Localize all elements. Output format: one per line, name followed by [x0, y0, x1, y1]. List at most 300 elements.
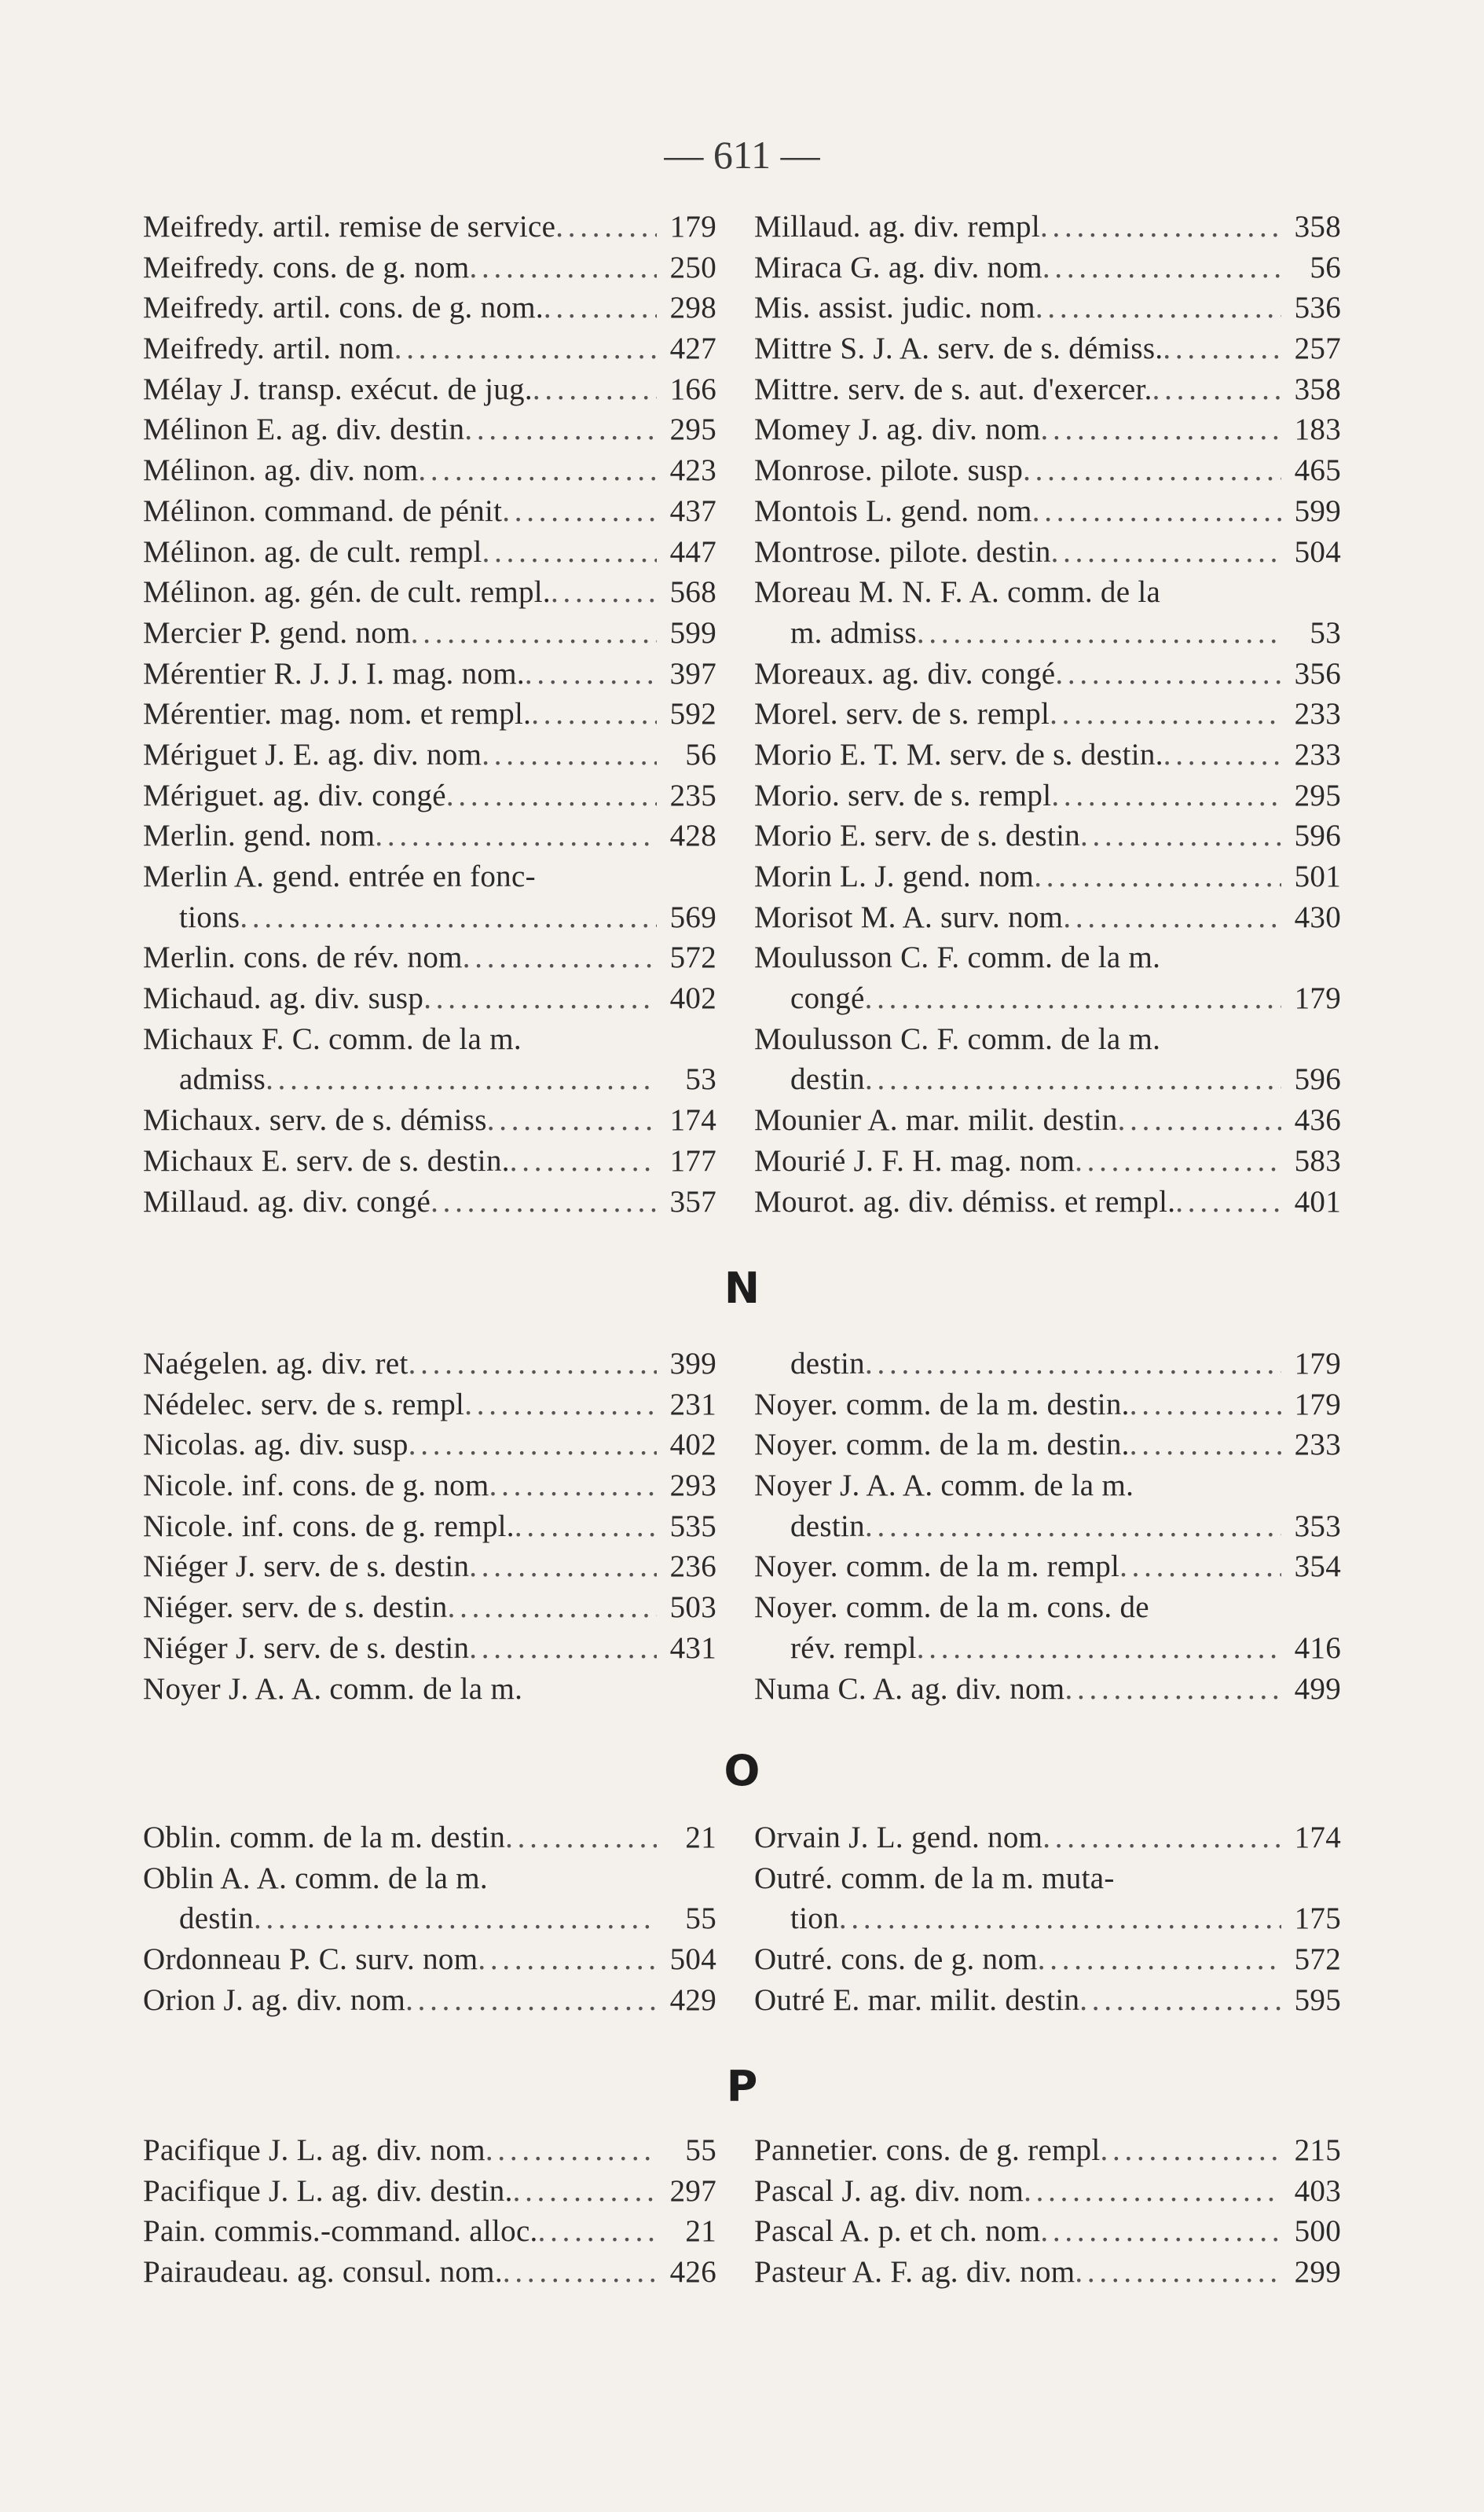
entry-page-number: 430 [1294, 900, 1341, 934]
leader-dots [531, 694, 657, 735]
entry-text: Mériguet J. E. ag. div. nom [143, 737, 482, 772]
leader-dots [1118, 1100, 1281, 1141]
index-entry [143, 2252, 716, 2293]
index-entry [754, 1344, 1341, 1384]
index-entry [143, 1344, 716, 1384]
entry-text: Morin L. J. gend. nom [754, 860, 1035, 893]
index-entry [143, 1817, 716, 1858]
leader-dots [502, 491, 657, 532]
index-entry [754, 1425, 1341, 1465]
leader-dots [1079, 1980, 1281, 2021]
leader-dots [266, 1059, 657, 1100]
entry-page-number: 53 [685, 1062, 716, 1097]
entry-text: Mis. assist. judic. nom [754, 291, 1035, 325]
entry-text: Millaud. ag. div. congé [143, 1184, 431, 1219]
entry-text: Outré E. mar. milit. destin [754, 1982, 1080, 2017]
entry-page-number: 236 [669, 1549, 716, 1584]
entry-text: Noyer. comm. de la m. destin. [754, 1428, 1130, 1462]
entry-page-number: 427 [669, 332, 716, 366]
entry-text: Moreaux. ag. div. congé [754, 656, 1056, 691]
index-entry [754, 288, 1341, 328]
leader-dots [1064, 1669, 1281, 1710]
entry-text: Meifredy. artil. nom [143, 332, 394, 366]
entry-page-number: 235 [669, 778, 716, 812]
index-entry [143, 1384, 716, 1425]
leader-dots [418, 450, 657, 491]
entry-text: admiss [179, 1062, 266, 1097]
index-entry [143, 409, 716, 450]
leader-dots [533, 369, 657, 410]
entry-page-number: 402 [669, 981, 716, 1016]
entry-page-number: 297 [669, 2173, 716, 2208]
leader-dots [1075, 1141, 1281, 1182]
entry-text: Montois L. gend. nom [754, 493, 1032, 528]
entry-text: Morio. serv. de s. rempl [754, 778, 1052, 812]
index-column-left [143, 1344, 716, 1709]
entry-page-number: 568 [669, 575, 716, 610]
index-entry [143, 1628, 716, 1669]
entry-text: Nédelec. serv. de s. rempl [143, 1387, 465, 1421]
leader-dots [464, 409, 657, 450]
entry-page-number: 431 [669, 1630, 716, 1665]
index-entry [143, 1182, 716, 1223]
leader-dots [555, 207, 657, 248]
entry-page-number: 183 [1294, 413, 1341, 447]
entry-text: Niéger. serv. de s. destin [143, 1590, 448, 1625]
index-entry [754, 369, 1341, 410]
index-entry [754, 1182, 1341, 1223]
leader-dots [1040, 2211, 1281, 2252]
entry-page-number: 592 [669, 697, 716, 732]
leader-dots [482, 735, 657, 776]
index-column-right [754, 207, 1341, 1222]
leader-dots [538, 2211, 657, 2252]
index-entry [143, 2211, 716, 2252]
entry-page-number: 257 [1294, 332, 1341, 366]
leader-dots [1023, 450, 1281, 491]
leader-dots [865, 1506, 1281, 1547]
entry-text: Noyer. comm. de la m. cons. de [754, 1590, 1149, 1625]
index-entry [143, 207, 716, 248]
entry-page-number: 293 [669, 1469, 716, 1503]
leader-dots [839, 1898, 1281, 1939]
entry-text: Nicole. inf. cons. de g. rempl. [143, 1509, 515, 1543]
entry-page-number: 179 [1294, 981, 1341, 1016]
entry-page-number: 56 [685, 737, 716, 772]
index-entry [143, 369, 716, 410]
entry-text: Mélinon. command. de pénit [143, 493, 503, 528]
section-letter-o: O [724, 1746, 760, 1795]
leader-dots [515, 1506, 657, 1547]
section-letter-p: P [726, 2062, 758, 2111]
index-column-left [143, 207, 716, 1222]
leader-dots [1075, 2252, 1281, 2293]
index-entry [754, 613, 1341, 654]
entry-text: Outré. cons. de g. nom [754, 1942, 1038, 1977]
entry-text: Mounier A. mar. milit. destin [754, 1103, 1118, 1138]
leader-dots [489, 1465, 657, 1506]
entry-text: Millaud. ag. div. rempl [754, 210, 1040, 244]
index-entry [754, 1141, 1341, 1182]
entry-text: Pascal A. p. et ch. nom [754, 2214, 1041, 2249]
entry-text: Meifredy. cons. de g. nom [143, 250, 470, 284]
leader-dots [1032, 491, 1281, 532]
index-entry [754, 1939, 1341, 1980]
entry-text: Meifredy. artil. cons. de g. nom. [143, 291, 544, 325]
entry-text: rév. rempl [790, 1630, 917, 1665]
leader-dots [917, 613, 1281, 654]
entry-page-number: 231 [669, 1387, 716, 1421]
index-entry [754, 491, 1341, 532]
entry-text: Pascal J. ag. div. nom [754, 2173, 1024, 2208]
entry-page-number: 429 [669, 1982, 716, 2017]
entry-text: Michaux. serv. de s. démiss [143, 1103, 487, 1138]
entry-page-number: 233 [1294, 697, 1341, 732]
entry-page-number: 500 [1294, 2214, 1341, 2249]
leader-dots [1038, 1939, 1281, 1980]
index-entry [754, 937, 1341, 978]
leader-dots [1034, 856, 1281, 897]
entry-page-number: 397 [669, 656, 716, 691]
leader-dots [482, 532, 657, 573]
entry-text: Outré. comm. de la m. muta- [754, 1861, 1115, 1895]
entry-text: Pacifique J. L. ag. div. destin. [143, 2173, 513, 2208]
leader-dots [1163, 328, 1281, 369]
index-entry [143, 1546, 716, 1587]
entry-page-number: 357 [669, 1184, 716, 1219]
index-entry [754, 654, 1341, 695]
index-entry [143, 1019, 716, 1060]
entry-text: Michaud. ag. div. susp [143, 981, 424, 1016]
leader-dots [487, 1100, 657, 1141]
entry-text: Naégelen. ag. div. ret [143, 1347, 409, 1381]
entry-text: Merlin A. gend. entrée en fonc- [143, 860, 536, 893]
section-letter-n: N [724, 1263, 760, 1313]
entry-page-number: 233 [1294, 1428, 1341, 1462]
entry-page-number: 177 [669, 1143, 716, 1178]
index-entry [143, 694, 716, 735]
leader-dots [1130, 1384, 1281, 1425]
index-entry [143, 613, 716, 654]
index-entry [143, 1898, 716, 1939]
index-entry [143, 288, 716, 328]
index-entry [754, 2171, 1341, 2212]
entry-text: Moreau M. N. F. A. comm. de la [754, 575, 1161, 610]
leader-dots [446, 776, 657, 816]
leader-dots [469, 1628, 657, 1669]
index-entry [143, 1858, 716, 1899]
entry-text: Miraca G. ag. div. nom [754, 250, 1042, 284]
leader-dots [1175, 1182, 1281, 1223]
entry-text: Mélinon. ag. gén. de cult. rempl. [143, 575, 551, 610]
index-entry [754, 450, 1341, 491]
index-column-left [143, 1817, 716, 2020]
entry-text: Pairaudeau. ag. consul. nom. [143, 2255, 503, 2290]
leader-dots [865, 1059, 1281, 1100]
index-entry [143, 1980, 716, 2021]
leader-dots [1042, 248, 1281, 288]
entry-page-number: 428 [669, 819, 716, 853]
index-entry [143, 978, 716, 1019]
entry-page-number: 599 [669, 615, 716, 650]
index-entry [143, 776, 716, 816]
entry-text: Pasteur A. F. ag. div. nom [754, 2255, 1075, 2290]
entry-text: Mélinon E. ag. div. destin [143, 413, 465, 447]
index-entry [754, 1898, 1341, 1939]
entry-text: Pain. commis.-command. alloc. [143, 2214, 538, 2249]
index-entry [754, 1546, 1341, 1587]
entry-page-number: 499 [1294, 1671, 1341, 1706]
leader-dots [464, 1384, 657, 1425]
index-entry [754, 1465, 1341, 1506]
entry-text: Meifredy. artil. remise de service [143, 210, 556, 244]
index-entry [143, 937, 716, 978]
entry-text: Noyer J. A. A. comm. de la m. [754, 1469, 1134, 1503]
entry-text: Montrose. pilote. destin [754, 534, 1051, 569]
leader-dots [1063, 897, 1281, 938]
leader-dots [1051, 532, 1281, 573]
entry-text: Merlin. gend. nom [143, 819, 376, 853]
index-entry [143, 1465, 716, 1506]
index-entry [754, 532, 1341, 573]
entry-page-number: 599 [1294, 493, 1341, 528]
leader-dots [478, 1939, 657, 1980]
leader-dots [551, 572, 657, 613]
index-entry [754, 248, 1341, 288]
entry-page-number: 447 [669, 534, 716, 569]
page-number: — 611 — [664, 133, 820, 177]
entry-text: Mélay J. transp. exécut. de jug. [143, 372, 533, 406]
entry-page-number: 402 [669, 1428, 716, 1462]
index-entry [754, 1506, 1341, 1547]
entry-text: Morio E. T. M. serv. de s. destin. [754, 737, 1163, 772]
leader-dots [1024, 2171, 1281, 2212]
entry-page-number: 423 [669, 453, 716, 488]
leader-dots [510, 1141, 657, 1182]
index-entry [754, 2252, 1341, 2293]
entry-text: Monrose. pilote. susp [754, 453, 1024, 488]
entry-text: Mittre S. J. A. serv. de s. démiss. [754, 332, 1163, 366]
entry-text: Mourié J. F. H. mag. nom [754, 1143, 1075, 1178]
entry-text: Mélinon. ag. de cult. rempl [143, 534, 482, 569]
entry-page-number: 179 [1294, 1347, 1341, 1381]
entry-text: Moulusson C. F. comm. de la m. [754, 1021, 1161, 1056]
entry-page-number: 504 [669, 1942, 716, 1977]
index-entry [754, 409, 1341, 450]
entry-page-number: 501 [1294, 860, 1341, 893]
entry-page-number: 572 [1294, 1942, 1341, 1977]
entry-text: Orion J. ag. div. nom [143, 1982, 406, 2017]
entry-text: Orvain J. L. gend. nom [754, 1821, 1043, 1854]
leader-dots [1152, 369, 1281, 410]
entry-text: tions [179, 900, 240, 934]
entry-text: Mercier P. gend. nom [143, 615, 411, 650]
entry-page-number: 356 [1294, 656, 1341, 691]
entry-text: Ordonneau P. C. surv. nom [143, 1942, 478, 1977]
leader-dots [513, 2171, 657, 2212]
leader-dots [1130, 1425, 1281, 1465]
entry-page-number: 299 [1294, 2255, 1341, 2290]
entry-text: Niéger J. serv. de s. destin [143, 1549, 470, 1584]
entry-page-number: 503 [669, 1590, 716, 1625]
entry-text: Morisot M. A. surv. nom [754, 900, 1064, 934]
index-entry [143, 1669, 716, 1710]
entry-page-number: 354 [1294, 1549, 1341, 1584]
entry-text: Oblin. comm. de la m. destin [143, 1821, 506, 1854]
entry-page-number: 401 [1294, 1184, 1341, 1219]
entry-page-number: 53 [1310, 615, 1341, 650]
entry-text: Momey J. ag. div. nom [754, 413, 1041, 447]
entry-page-number: 399 [669, 1347, 716, 1381]
index-entry [754, 978, 1341, 1019]
entry-page-number: 358 [1294, 210, 1341, 244]
leader-dots [865, 1344, 1281, 1384]
leader-dots [409, 1425, 657, 1465]
entry-page-number: 583 [1294, 1143, 1341, 1178]
leader-dots [503, 2252, 657, 2293]
entry-text: Moulusson C. F. comm. de la m. [754, 941, 1161, 975]
index-entry [143, 328, 716, 369]
index-column-right [754, 1817, 1341, 2020]
leader-dots [865, 978, 1281, 1019]
index-entry [143, 491, 716, 532]
entry-text: Morel. serv. de s. rempl [754, 697, 1050, 732]
index-entry [143, 1587, 716, 1628]
entry-page-number: 298 [669, 291, 716, 325]
entry-page-number: 437 [669, 493, 716, 528]
leader-dots [409, 1344, 657, 1384]
index-column-right [754, 2130, 1341, 2293]
entry-page-number: 572 [669, 941, 716, 975]
entry-text: Niéger J. serv. de s. destin [143, 1630, 470, 1665]
leader-dots [254, 1898, 657, 1939]
entry-text: congé [790, 981, 865, 1016]
leader-dots [1163, 735, 1281, 776]
entry-page-number: 174 [669, 1103, 716, 1138]
entry-text: Numa C. A. ag. div. nom [754, 1671, 1065, 1706]
entry-page-number: 56 [1310, 250, 1341, 284]
entry-page-number: 166 [669, 372, 716, 406]
entry-page-number: 179 [669, 210, 716, 244]
entry-page-number: 596 [1294, 819, 1341, 853]
entry-text: Oblin A. A. comm. de la m. [143, 1861, 488, 1895]
index-entry [754, 1587, 1341, 1628]
index-entry [754, 328, 1341, 369]
entry-page-number: 436 [1294, 1103, 1341, 1138]
entry-page-number: 179 [1294, 1387, 1341, 1421]
entry-text: destin [179, 1901, 254, 1936]
index-entry [754, 897, 1341, 938]
leader-dots [1040, 207, 1281, 248]
leader-dots [463, 937, 657, 978]
index-entry [754, 776, 1341, 816]
leader-dots [240, 897, 657, 938]
leader-dots [1050, 694, 1281, 735]
entry-text: Pacifique J. L. ag. div. nom [143, 2133, 486, 2167]
index-entry [143, 1425, 716, 1465]
leader-dots [505, 1817, 657, 1858]
leader-dots [375, 816, 657, 856]
entry-text: Mittre. serv. de s. aut. d'exercer. [754, 372, 1152, 406]
entry-text: Mériguet. ag. div. congé [143, 778, 446, 812]
entry-text: Noyer. comm. de la m. rempl [754, 1549, 1120, 1584]
leader-dots [525, 654, 657, 695]
leader-dots [1080, 816, 1281, 856]
entry-text: m. admiss [790, 615, 917, 650]
index-entry [754, 694, 1341, 735]
entry-page-number: 358 [1294, 372, 1341, 406]
entry-page-number: 55 [685, 1901, 716, 1936]
entry-text: destin [790, 1062, 865, 1097]
index-column-right [754, 1344, 1341, 1709]
entry-text: Mérentier. mag. nom. et rempl. [143, 697, 532, 732]
leader-dots [1119, 1546, 1281, 1587]
index-entry [143, 2130, 716, 2171]
index-entry [754, 856, 1341, 897]
entry-page-number: 175 [1294, 1901, 1341, 1936]
entry-page-number: 535 [669, 1509, 716, 1543]
entry-text: Mourot. ag. div. démiss. et rempl. [754, 1184, 1176, 1219]
index-entry [143, 1100, 716, 1141]
entry-text: Mérentier R. J. J. I. mag. nom. [143, 656, 525, 691]
leader-dots [405, 1980, 657, 2021]
index-entry [143, 572, 716, 613]
leader-dots [1035, 288, 1281, 328]
index-entry [754, 207, 1341, 248]
entry-text: Michaux F. C. comm. de la m. [143, 1021, 522, 1056]
leader-dots [431, 1182, 657, 1223]
entry-page-number: 233 [1294, 737, 1341, 772]
index-entry [143, 248, 716, 288]
leader-dots [1041, 409, 1282, 450]
index-entry [754, 2130, 1341, 2171]
index-entry [143, 897, 716, 938]
entry-page-number: 536 [1294, 291, 1341, 325]
index-entry [754, 1980, 1341, 2021]
index-entry [143, 735, 716, 776]
index-entry [754, 1817, 1341, 1858]
index-entry [754, 1019, 1341, 1060]
entry-text: Nicolas. ag. div. susp [143, 1428, 409, 1462]
entry-page-number: 55 [685, 2133, 716, 2167]
entry-text: destin [790, 1347, 865, 1381]
entry-text: Merlin. cons. de rév. nom [143, 941, 463, 975]
index-entry [754, 735, 1341, 776]
entry-text: Pannetier. cons. de g. rempl [754, 2133, 1101, 2167]
entry-page-number: 596 [1294, 1062, 1341, 1097]
index-entry [143, 532, 716, 573]
index-entry [754, 1858, 1341, 1899]
index-entry [754, 2211, 1341, 2252]
entry-text: Michaux E. serv. de s. destin. [143, 1143, 510, 1178]
index-entry [754, 1384, 1341, 1425]
index-entry [143, 450, 716, 491]
leader-dots [1055, 654, 1281, 695]
entry-page-number: 569 [669, 900, 716, 934]
index-entry [143, 2171, 716, 2212]
index-entry [754, 1669, 1341, 1710]
entry-page-number: 353 [1294, 1509, 1341, 1543]
index-entry [754, 1628, 1341, 1669]
entry-page-number: 174 [1294, 1821, 1341, 1854]
leader-dots [448, 1587, 657, 1628]
entry-page-number: 21 [685, 2214, 716, 2249]
leader-dots [917, 1628, 1281, 1669]
index-entry [754, 1059, 1341, 1100]
leader-dots [1051, 776, 1281, 816]
entry-page-number: 426 [669, 2255, 716, 2290]
entry-text: Morio E. serv. de s. destin [754, 819, 1081, 853]
